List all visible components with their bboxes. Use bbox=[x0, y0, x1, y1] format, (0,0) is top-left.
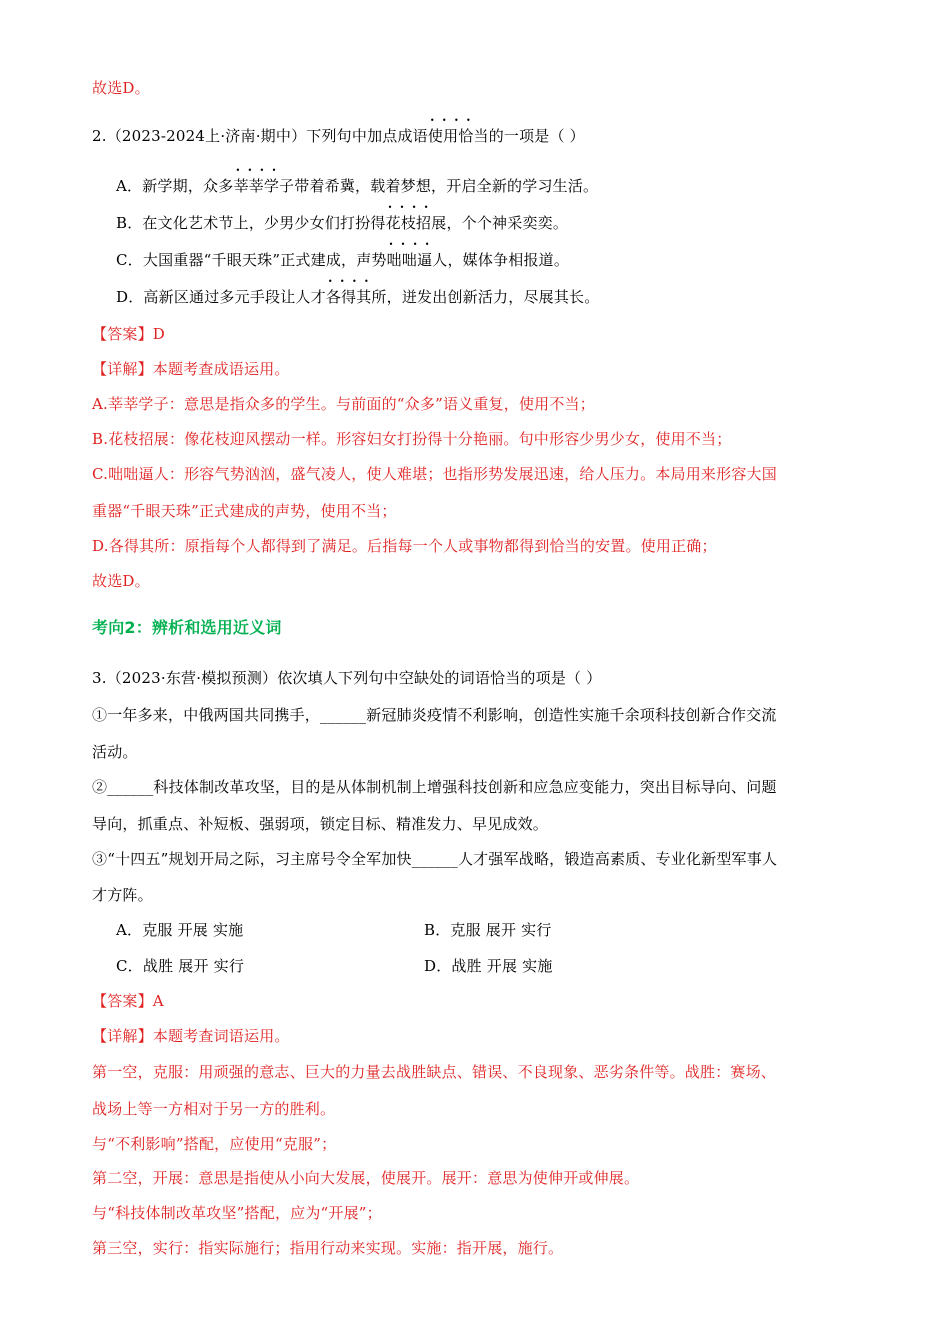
option-d-text-post: ，迸发出创新活力，尽展其长。 bbox=[386, 288, 600, 306]
question-2-detail-intro: 【详解】本题考查成语运用。 bbox=[92, 360, 290, 378]
question-3-detail-line: 第一空，克服：用顽强的意志、巨大的力量去战胜缺点、错误、不良现象、恶劣条件等。战胜：赛场、 bbox=[92, 1063, 777, 1081]
option-c-idiom: • • • • 咄咄逼人 bbox=[387, 251, 448, 269]
question-2-detail-line: A.莘莘学子：意思是指众多的学生。与前面的“众多”语义重复，使用不当； bbox=[92, 395, 595, 413]
question-2-prefix: 2.（2023-2024上·济南·期中）下列句中加点成语 bbox=[92, 127, 428, 145]
question-3-option-c: C．战胜 展开 实行 bbox=[116, 957, 245, 975]
conclusion-line: 故选D。 bbox=[92, 79, 150, 97]
question-2-option-d bbox=[116, 286, 854, 308]
question-3-sentence: ③“十四五”规划开局之际，习主席号令全军加快______人才强军战略，锻造高素质、专业化新型军事人 bbox=[92, 850, 778, 868]
option-b-text-pre: B．在文化艺术节上，少男少女们打扮得 bbox=[116, 214, 386, 232]
question-2-option-a bbox=[116, 175, 854, 197]
question-2-dotted-phrase: • • • • 使用恰当 bbox=[428, 127, 489, 145]
question-2-option-b bbox=[116, 212, 854, 234]
option-b-idiom: • • • • 花枝招展 bbox=[386, 214, 447, 232]
question-3-answer: 【答案】A bbox=[92, 992, 164, 1010]
question-3-detail-line: 战场上等一方相对于另一方的胜利。 bbox=[92, 1100, 336, 1118]
question-3-detail-line: 第三空，实行：指实际施行；指用行动来实现。实施：指开展，施行。 bbox=[92, 1239, 564, 1257]
option-c-text-pre: C．大国重器“千眼天珠”正式建成，声势 bbox=[116, 251, 387, 269]
question-2-detail-line: C.咄咄逼人：形容气势汹汹，盛气凌人，使人难堪；也指形势发展迅速，给人压力。本局用来形容大国 bbox=[92, 465, 777, 483]
option-a-idiom: • • • • 莘莘学子 bbox=[233, 177, 294, 195]
question-3-sentence: ①一年多来，中俄两国共同携手，______新冠肺炎疫情不利影响，创造性实施千余项科技创新合作交流 bbox=[92, 706, 777, 724]
option-c-text-post: ，媒体争相报道。 bbox=[447, 251, 570, 269]
option-b-text-post: ，个个神采奕奕。 bbox=[446, 214, 569, 232]
question-3-sentence: 活动。 bbox=[92, 743, 138, 761]
question-3-option-a: A．克服 开展 实施 bbox=[116, 921, 244, 939]
question-3-stem: 3.（2023·东营·模拟预测）依次填人下列句中空缺处的词语恰当的项是（ ） bbox=[92, 669, 602, 687]
question-3-option-b: B．克服 展开 实行 bbox=[424, 921, 552, 939]
question-3-sentence: ②______科技体制改革攻坚，目的是从体制机制上增强科技创新和应急应变能力，突出目标导向、问题 bbox=[92, 778, 777, 796]
question-3-option-d: D．战胜 开展 实施 bbox=[424, 957, 553, 975]
option-a-text-pre: A．新学期，众多 bbox=[116, 177, 234, 195]
question-2-detail-line: D.各得其所：原指每个人都得到了满足。后指每一个人或事物都得到恰当的安置。使用正确； bbox=[92, 537, 717, 555]
question-2-detail-line: 重器“千眼天珠”正式建成的声势，使用不当； bbox=[92, 502, 397, 520]
question-3-detail-line: 与“不利影响”搭配，应使用“克服”； bbox=[92, 1135, 337, 1153]
question-2-detail-line: B.花枝招展：像花枝迎风摆动一样。形容妇女打扮得十分艳丽。句中形容少男少女，使用不当； bbox=[92, 430, 732, 448]
question-2-option-c bbox=[116, 249, 854, 271]
question-2-conclusion: 故选D。 bbox=[92, 572, 150, 590]
question-2-suffix: 的一项是（ ） bbox=[488, 127, 585, 145]
question-3-sentence: 导向，抓重点、补短板、强弱项，锁定目标、精准发力、早见成效。 bbox=[92, 815, 549, 833]
section-heading: 考向2：辨析和选用近义词 bbox=[92, 618, 282, 637]
question-3-detail-line: 第二空，开展：意思是指使从小向大发展，使展开。展开：意思为使伸开或伸展。 bbox=[92, 1169, 640, 1187]
option-a-text-post: 带着希冀，载着梦想，开启全新的学习生活。 bbox=[294, 177, 599, 195]
question-2-answer: 【答案】D bbox=[92, 325, 166, 343]
option-d-idiom: • • • • 各得其所 bbox=[326, 288, 387, 306]
question-3-detail-line: 与“科技体制改革攻坚”搭配，应为“开展”； bbox=[92, 1204, 382, 1222]
question-2-stem bbox=[92, 125, 854, 147]
option-d-text-pre: D．高新区通过多元手段让人才 bbox=[116, 288, 326, 306]
question-3-detail-intro: 【详解】本题考查词语运用。 bbox=[92, 1027, 290, 1045]
question-3-sentence: 才方阵。 bbox=[92, 886, 153, 904]
